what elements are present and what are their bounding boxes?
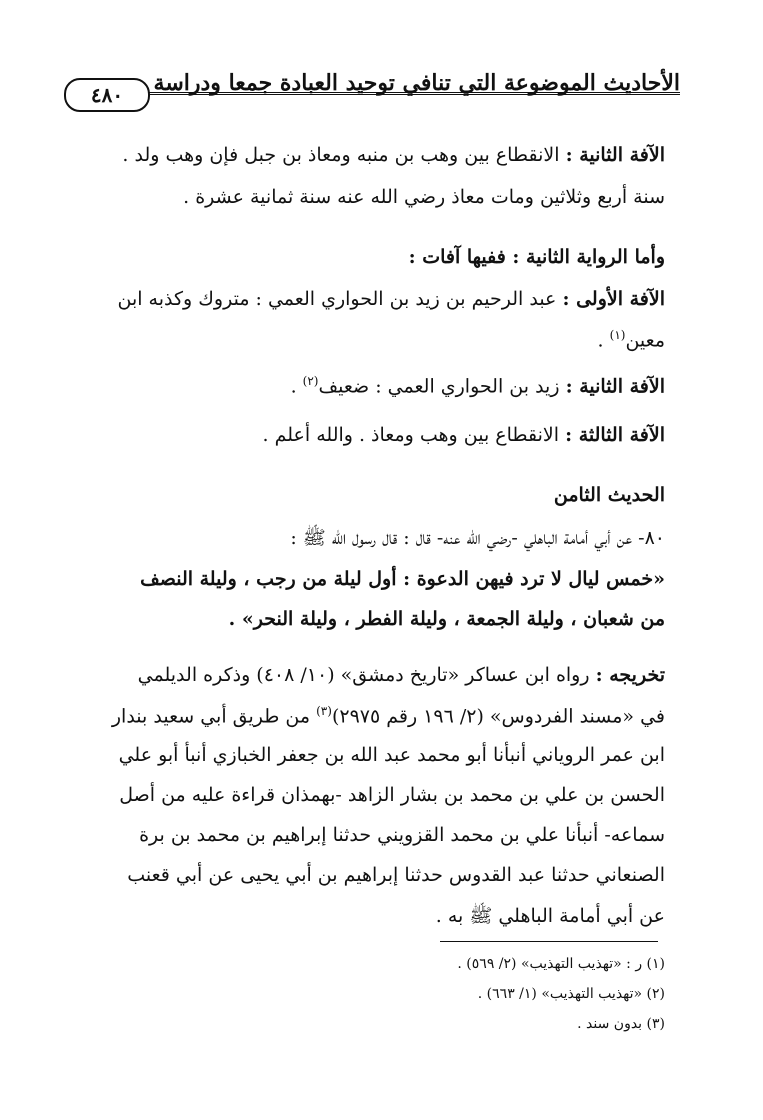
aafa-text: . [597, 329, 604, 352]
aafa-label: الآفة الثالثة : [565, 424, 665, 446]
aafa-text: الانقطاع بين وهب بن منبه ومعاذ بن جبل فإن وهب ولد . [122, 144, 560, 166]
footnote-ref: (٢) [302, 374, 319, 388]
takhrij-line [112, 704, 665, 727]
hadith-line: «خمس ليال لا ترد فيهن الدعوة : أول ليلة من رجب ، وليلة النصف [140, 568, 665, 590]
footnote-ref: (٣) [316, 704, 332, 718]
aafa-text: زيد بن الحواري العمي : ضعيف [318, 375, 560, 398]
para-line [598, 328, 665, 351]
takhrij-text: في «مسند الفردوس» (٢/ ١٩٦ رقم ٢٩٧٥) [331, 705, 665, 728]
para-aafa-second [122, 144, 665, 166]
para-line: سنة أربع وثلاثين ومات معاذ رضي الله عنه سنة ثمانية عشرة . [183, 186, 665, 208]
takhrij-line: ابن عمر الروياني أنبأنا أبو محمد عبد الله بن جعفر الخبازي أنبأ أبو علي [118, 744, 665, 766]
takhrij-line: الصنعاني حدثنا عبد القدوس حدثنا إبراهيم بن أبي يحيى عن أبي قعنب [127, 864, 665, 886]
header-rule [70, 92, 680, 95]
takhrij-text: من طريق أبي سعيد بندار [111, 705, 311, 728]
hadith-line: من شعبان ، وليلة الجمعة ، وليلة الفطر ، وليلة النحر» . [228, 608, 665, 630]
aafa-text: معين [625, 329, 665, 352]
aafa-label: الآفة الثانية : [565, 144, 665, 166]
hadith-heading: الحديث الثامن [553, 484, 665, 506]
takhrij-line: الحسن بن علي بن محمد بن بشار الزاهد -بهمذان قراءة عليه من أصل [119, 784, 665, 806]
takhrij-line: عن أبي أمامة الباهلي ﷺ به . [435, 905, 665, 927]
page-number: ٤٨٠ [64, 78, 150, 112]
para-aafa-third [263, 424, 665, 446]
footnote-ref: (١) [609, 328, 626, 342]
aafa-label: الآفة الثانية : [565, 375, 665, 398]
aafa-text: عبد الرحيم بن زيد بن الحواري العمي : متروك وكذبه ابن [117, 288, 557, 310]
takhrij-line [138, 664, 665, 686]
footnote-rule [440, 941, 658, 942]
page-header [70, 62, 680, 107]
aafa-text: الانقطاع بين وهب ومعاذ . والله أعلم . [262, 424, 560, 446]
footnote: (٣) بدون سند . [577, 1016, 665, 1032]
para-aafa-first [117, 288, 665, 310]
aafa-label: الآفة الأولى : [562, 288, 665, 310]
hadith-line: ٨٠- عن أبي أمامة الباهلي -رضي الله عنه- قال : قال رسول الله ﷺ : [290, 527, 665, 549]
takhrij-line: سماعه- أنبأنا علي بن محمد القزويني حدثنا إبراهيم بن محمد بن برة [139, 824, 665, 846]
takhrij-label: تخريجه : [595, 664, 665, 686]
footnote: (٢) «تهذيب التهذيب» (١/ ٦٦٣) . [477, 986, 665, 1002]
footnote: (١) ر : «تهذيب التهذيب» (٢/ ٥٦٩) . [457, 956, 665, 972]
aafa-text: . [290, 375, 297, 398]
section-heading: وأما الرواية الثانية : ففيها آفات : [408, 246, 665, 268]
para-aafa-second-b [291, 374, 665, 397]
takhrij-text: رواه ابن عساكر «تاريخ دمشق» (١٠/ ٤٠٨) وذكره الديلمي [137, 664, 590, 686]
running-title: الأحاديث الموضوعة التي تنافي توحيد العبادة جمعا ودراسة [153, 70, 680, 96]
